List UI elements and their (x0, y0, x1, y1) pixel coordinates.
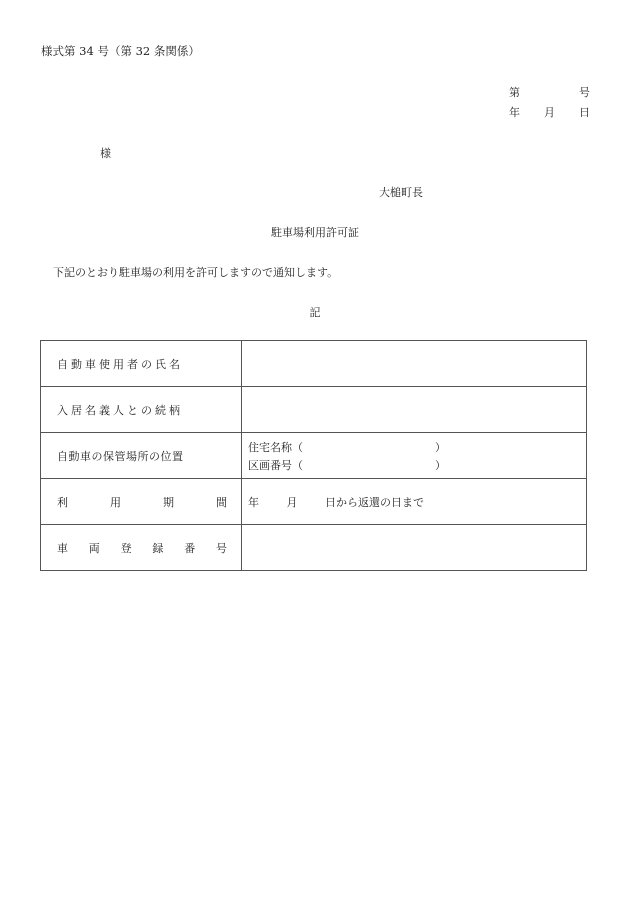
table-row (41, 479, 587, 525)
value-relationship[interactable] (242, 387, 587, 433)
value-vehicle-registration[interactable] (242, 525, 587, 571)
label-vehicle-registration: 車 両 登 録 番 号 (41, 525, 242, 571)
value-parking-location[interactable] (242, 433, 587, 479)
housing-name-open: （ (292, 440, 303, 454)
body-text: 下記のとおり駐車場の利用を許可しますので通知します。 (53, 266, 339, 279)
ki-marker: 記 (309, 306, 321, 319)
document-number-prefix: 第 (509, 86, 520, 99)
table-row (41, 387, 587, 433)
value-usage-period[interactable] (242, 479, 587, 525)
document-number-suffix: 号 (579, 86, 590, 99)
housing-name-label: 住宅名称 (248, 440, 292, 454)
table-row (41, 525, 587, 571)
label-driver-name: 自動車使用者の氏名 (41, 341, 242, 387)
issuer: 大槌町長 (379, 186, 423, 199)
table-row (41, 433, 587, 479)
form-number: 様式第 34 号（第 32 条関係） (41, 44, 200, 58)
period-year: 年 (248, 495, 259, 509)
period-rest: 日から返還の日まで (325, 495, 424, 509)
value-driver-name[interactable] (242, 341, 587, 387)
lot-number-line (248, 456, 586, 474)
date-day: 日 (579, 106, 590, 119)
permit-table (40, 340, 587, 571)
housing-name-line (248, 438, 586, 456)
lot-number-close: ） (435, 458, 446, 472)
label-usage-period: 利 用 期 間 (41, 479, 242, 525)
period-month: 月 (286, 495, 298, 509)
table-row (41, 341, 587, 387)
document-title: 駐車場利用許可証 (271, 226, 359, 239)
label-relationship: 入居名義人との続柄 (41, 387, 242, 433)
lot-number-open: （ (292, 458, 303, 472)
date-year: 年 (509, 106, 520, 119)
label-parking-location: 自動車の保管場所の位置 (41, 433, 242, 479)
lot-number-label: 区画番号 (248, 458, 292, 472)
date-month: 月 (544, 106, 555, 119)
housing-name-close: ） (435, 440, 446, 454)
addressee-honorific: 様 (100, 147, 111, 160)
